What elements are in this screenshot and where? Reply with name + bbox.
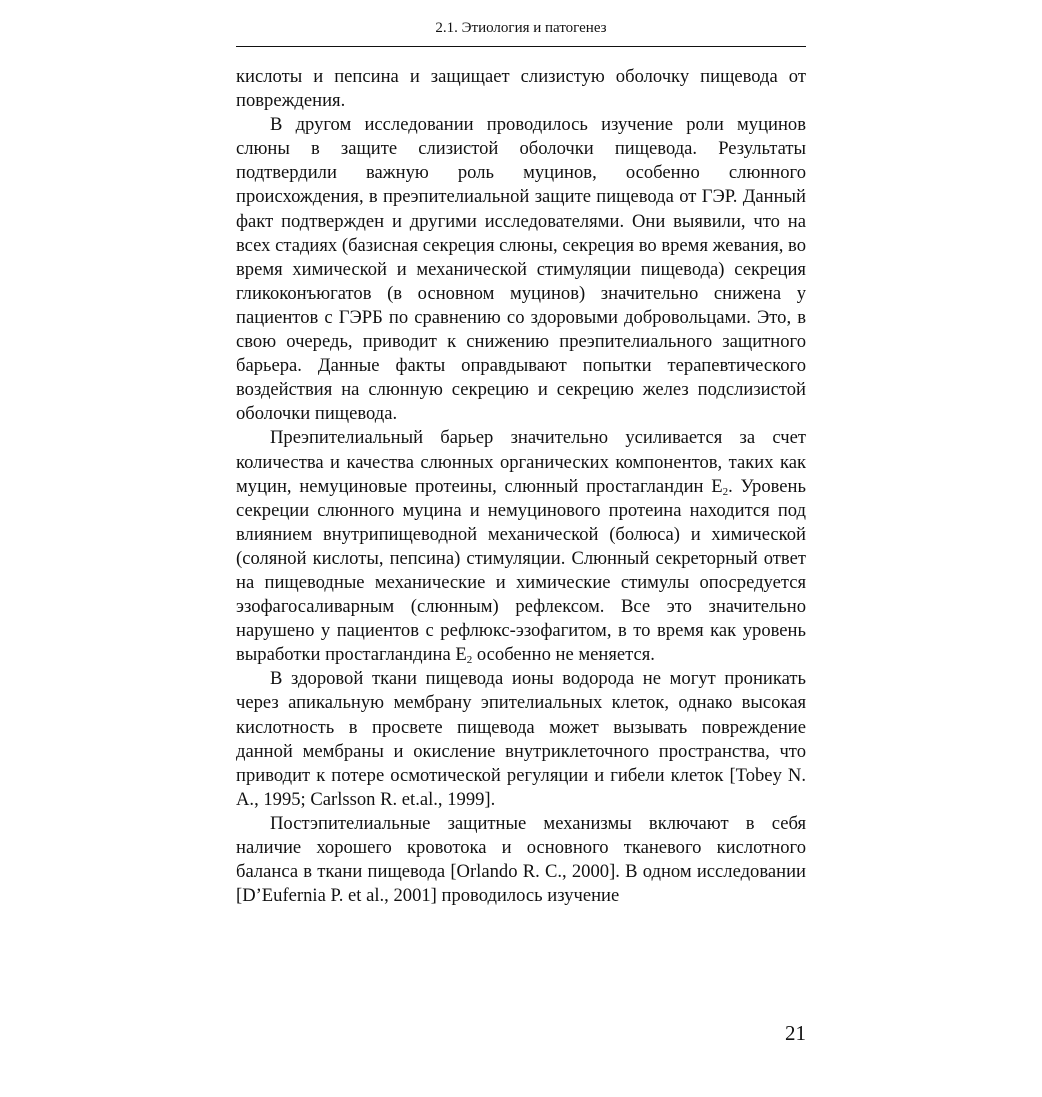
paragraph-hydrogen-ions: В здоровой ткани пищевода ионы водорода не могут проникать через апикальную мембрану эпителиальных клеток, однако высокая кислотность в просвете пищевода может вызывать повреждение данной мембраны и окисление внутриклеточного пространства, что приводит к потере осмотической регуляции и гибели клеток [Tobey N. A., 1995; Carlsson R. et.al., 1999].: [236, 668, 806, 810]
paragraph-text-part: . Уровень секреции слюнного муцина и немуцинового протеина находится под влиянием внутрипищеводной механической (болюса) и химической (соляной кислоты, пепсина) стимуляции. Слюнный секреторный ответ на пищеводные механические и химические стимулы опосредуется эзофагосаливарным (слюнным) рефлексом. Все это значительно нарушено у пациентов с рефлюкс-эзофагитом, в то время как уровень выработки простагландина E: [236, 475, 806, 666]
running-header: 2.1. Этиология и патогенез: [435, 20, 607, 36]
header-rule: [236, 46, 806, 47]
paragraph-mucins: В другом исследовании проводилось изучение роли муцинов слюны в защите слизистой оболочки пищевода. Результаты подтвердили важную роль муцинов, особенно слюнного происхождения, в преэпителиальной защите пищевода от ГЭР. Данный факт подтвержден и другими исследователями. Они выявили, что на всех стадиях (базисная секреция слюны, секреция во время жевания, во время химической и механической стимуляции пищевода) секреция гликоконъюгатов (в основном муцинов) значительно снижена у пациентов с ГЭРБ по сравнению со здоровыми добровольцами. Это, в свою очередь, приводит к снижению преэпителиального защитного барьера. Данные факты оправдывают попытки терапевтического воздействия на слюнную секрецию и секрецию желез подслизистой оболочки пищевода.: [236, 114, 806, 425]
book-page: [236, 18, 806, 1045]
paragraph-text-part: особенно не меняется.: [472, 644, 655, 666]
body-text: [236, 65, 806, 908]
subscript: 2: [466, 654, 473, 667]
paragraph-postepithelial: Постэпителиальные защитные механизмы включают в себя наличие хорошего кровотока и основного тканевого кислотного баланса в ткани пищевода [Orlando R. C., 2000]. В одном исследовании [D’Eufernia P. et al., 2001] проводилось изучение: [236, 812, 806, 907]
subscript: 2: [722, 485, 729, 498]
page-number: 21: [785, 1021, 806, 1045]
paragraph-continuation: кислоты и пепсина и защищает слизистую оболочку пищевода от повреждения.: [236, 66, 806, 112]
paragraph-text-part: Преэпителиальный барьер значительно усиливается за счет количества и качества слюнных органических компонентов, таких как муцин, немуциновые протеины, слюнный простагландин E: [236, 427, 806, 497]
paragraph-preepithelial-barrier: [236, 426, 806, 667]
